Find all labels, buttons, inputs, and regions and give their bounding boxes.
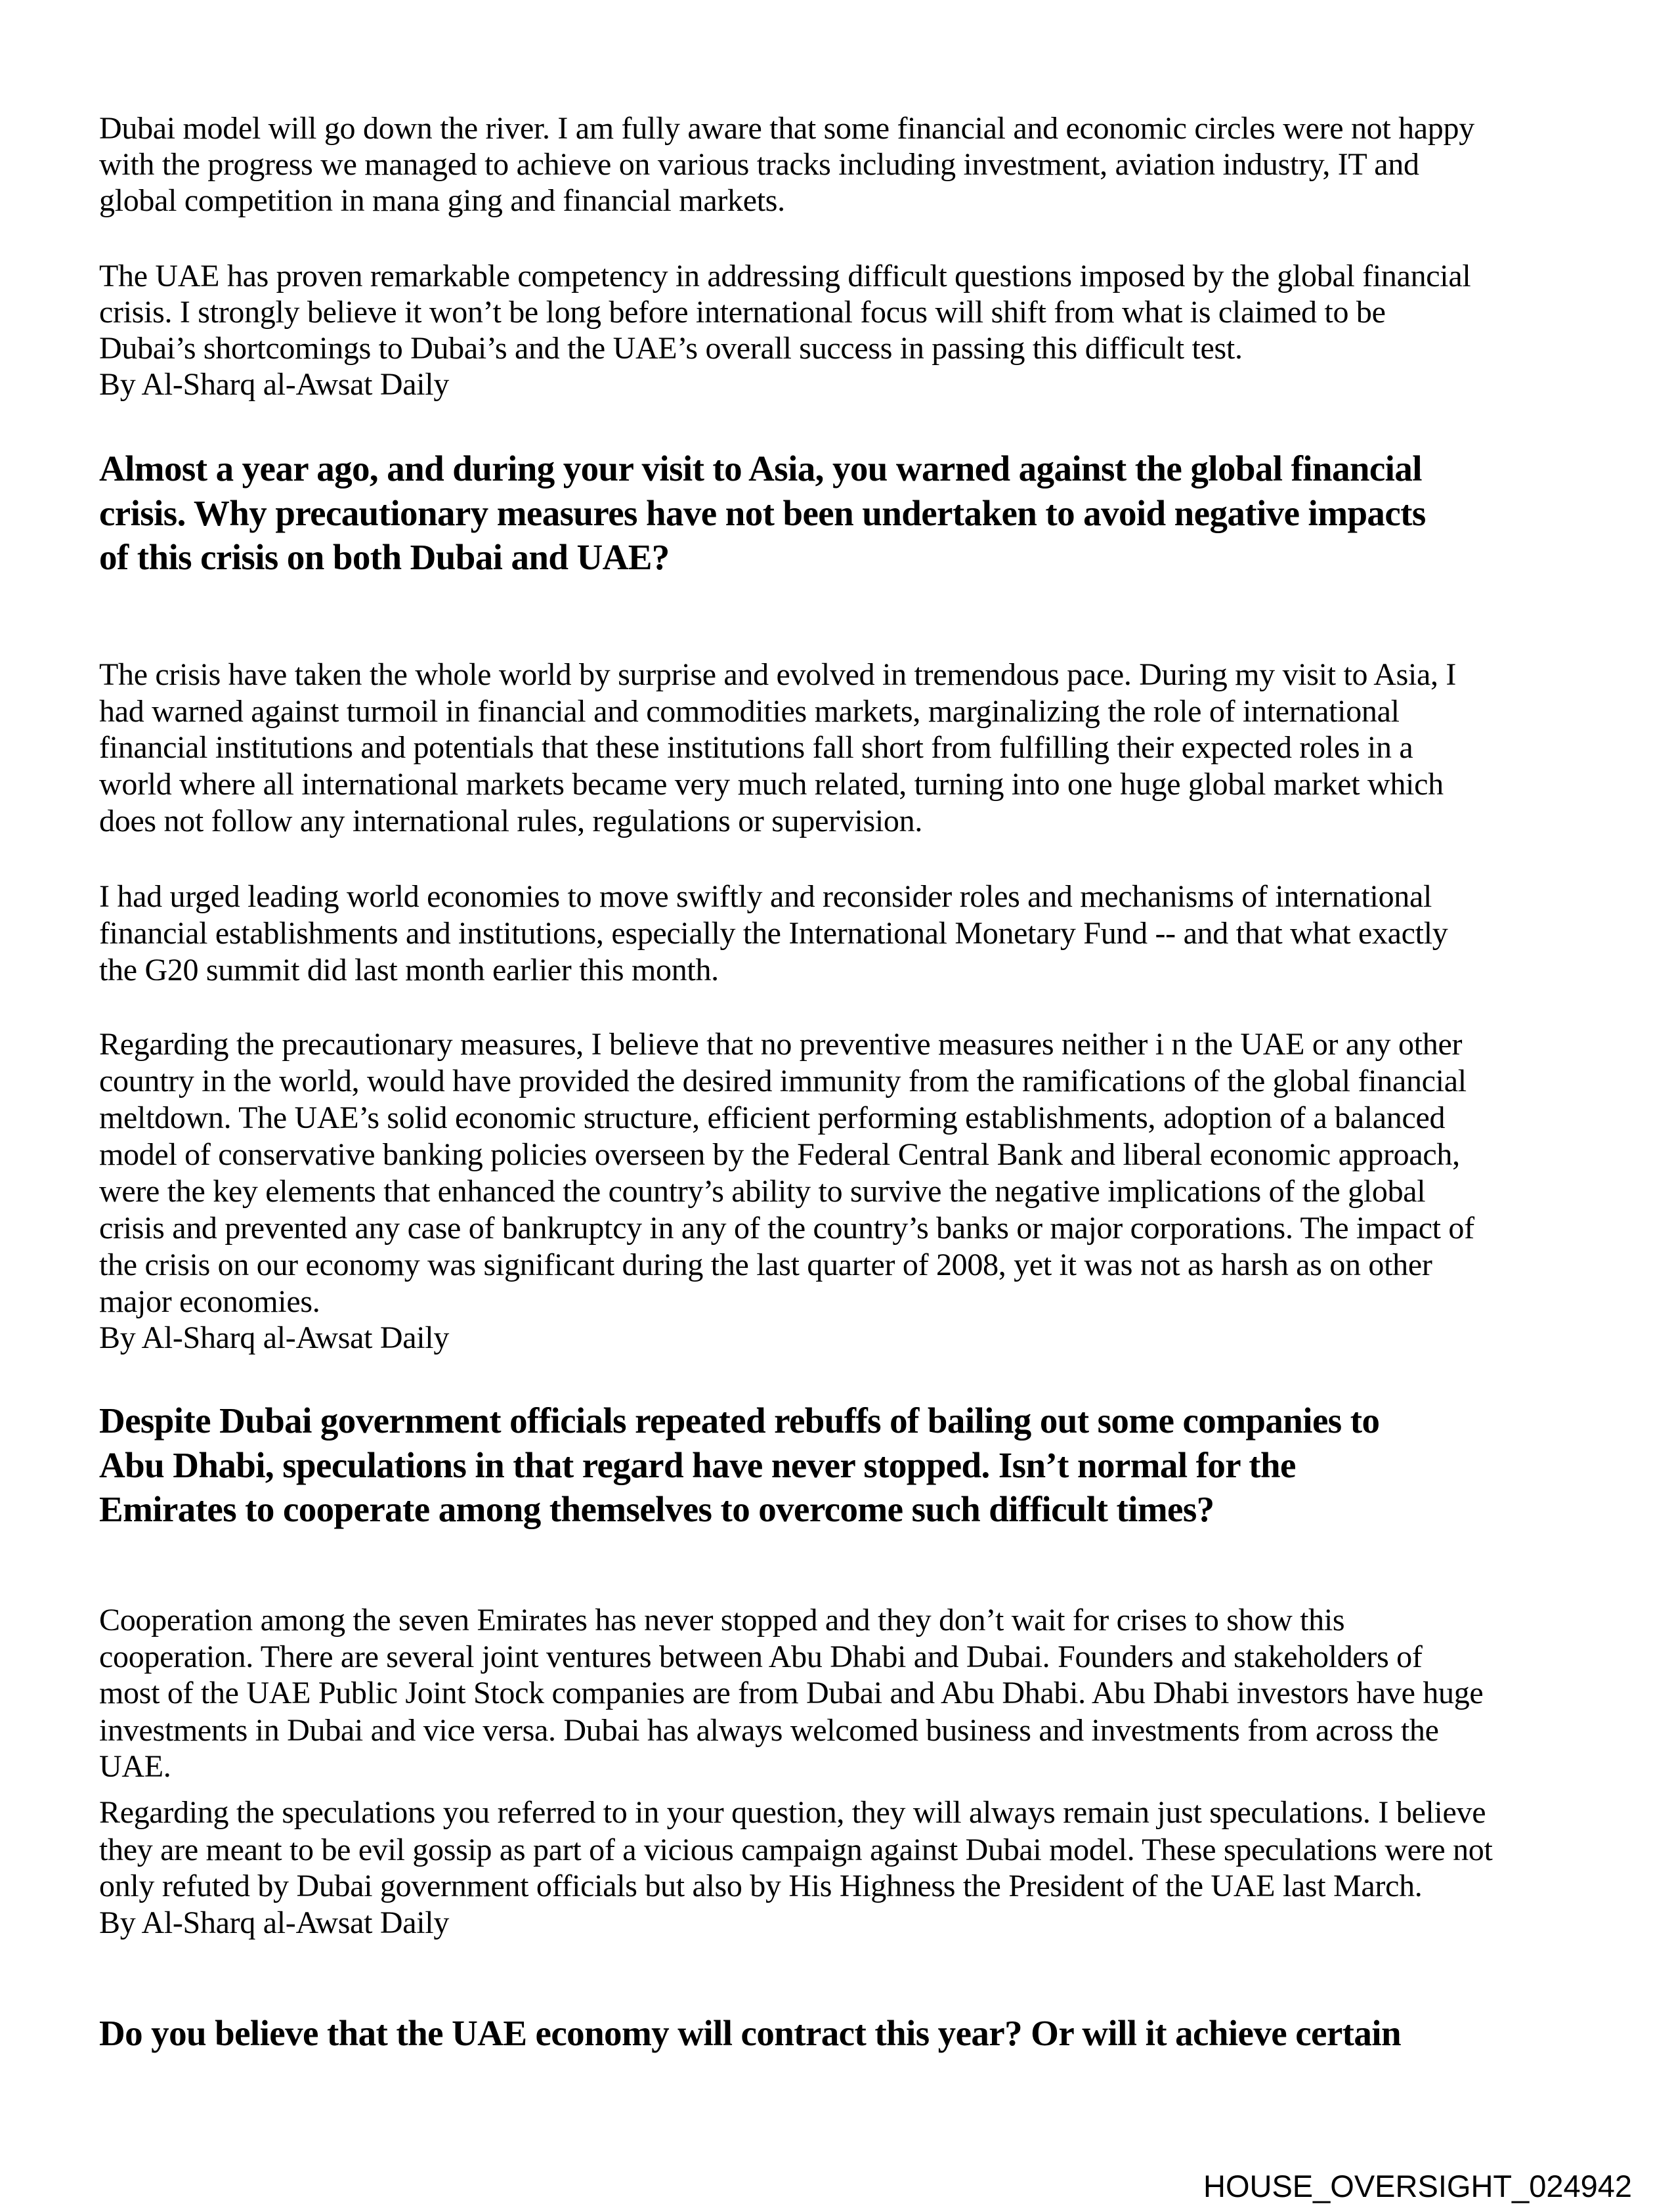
text-line: had warned against turmoil in financial and commodities markets, marginalizing the role of international: [99, 694, 1400, 729]
text-line: most of the UAE Public Joint Stock companies are from Dubai and Abu Dhabi. Abu Dhabi investors have huge: [99, 1676, 1484, 1710]
text-line: Cooperation among the seven Emirates has never stopped and they don’t wait for crises to show this: [99, 1603, 1345, 1637]
heading-line: Abu Dhabi, speculations in that regard have never stopped. Isn’t normal for the: [99, 1445, 1296, 1485]
text-line: meltdown. The UAE’s solid economic structure, efficient performing establishments, adoption of a balanced: [99, 1100, 1446, 1135]
text-line: financial institutions and potentials that these institutions fall short from fulfilling their expected roles in a: [99, 730, 1413, 765]
text-line: only refuted by Dubai government officials but also by His Highness the President of the UAE last March.: [99, 1869, 1423, 1903]
heading-line: Despite Dubai government officials repeated rebuffs of bailing out some companies to: [99, 1400, 1380, 1441]
byline: By Al-Sharq al-Awsat Daily: [99, 367, 450, 402]
heading-line: Almost a year ago, and during your visit to Asia, you warned against the global financial: [99, 448, 1422, 488]
text-line: does not follow any international rules, regulations or supervision.: [99, 804, 923, 838]
text-line: major economies.: [99, 1284, 320, 1319]
text-line: Dubai’s shortcomings to Dubai’s and the UAE’s overall success in passing this difficult test.: [99, 331, 1243, 366]
text-line: the crisis on our economy was significant during the last quarter of 2008, yet it was not as harsh as on other: [99, 1247, 1432, 1282]
text-line: investments in Dubai and vice versa. Dubai has always welcomed business and investments from across the: [99, 1713, 1439, 1748]
text-line: were the key elements that enhanced the country’s ability to survive the negative implications of the global: [99, 1174, 1426, 1209]
text-line: Regarding the speculations you referred to in your question, they will always remain just speculations. I believe: [99, 1795, 1486, 1830]
byline: By Al-Sharq al-Awsat Daily: [99, 1320, 450, 1355]
byline: By Al-Sharq al-Awsat Daily: [99, 1905, 450, 1940]
text-line: Regarding the precautionary measures, I believe that no preventive measures neither i n the UAE or any other: [99, 1027, 1463, 1062]
text-line: the G20 summit did last month earlier this month.: [99, 953, 719, 987]
heading-line: crisis. Why precautionary measures have not been undertaken to avoid negative impacts: [99, 493, 1426, 533]
text-line: world where all international markets became very much related, turning into one huge global market which: [99, 767, 1444, 802]
text-line: with the progress we managed to achieve on various tracks including investment, aviation industry, IT and: [99, 147, 1419, 182]
heading-line: Do you believe that the UAE economy will contract this year? Or will it achieve certain: [99, 2013, 1401, 2053]
text-line: model of conservative banking policies overseen by the Federal Central Bank and liberal economic approach,: [99, 1137, 1460, 1172]
text-line: I had urged leading world economies to move swiftly and reconsider roles and mechanisms of international: [99, 879, 1432, 914]
heading-line: Emirates to cooperate among themselves to overcome such difficult times?: [99, 1489, 1214, 1529]
text-line: crisis. I strongly believe it won’t be long before international focus will shift from what is claimed to be: [99, 295, 1386, 330]
text-line: Dubai model will go down the river. I am fully aware that some financial and economic circles were not happy: [99, 111, 1474, 146]
bates-number: HOUSE_OVERSIGHT_024942: [1203, 2169, 1633, 2203]
heading-line: of this crisis on both Dubai and UAE?: [99, 537, 670, 577]
text-line: they are meant to be evil gossip as part of a vicious campaign against Dubai model. These speculations were not: [99, 1832, 1493, 1867]
text-line: UAE.: [99, 1749, 171, 1784]
text-line: country in the world, would have provided the desired immunity from the ramifications of the global financial: [99, 1064, 1467, 1098]
text-line: cooperation. There are several joint ventures between Abu Dhabi and Dubai. Founders and stakeholders of: [99, 1639, 1423, 1674]
text-line: crisis and prevented any case of bankruptcy in any of the country’s banks or major corporations. The impact of: [99, 1211, 1474, 1246]
text-line: The crisis have taken the whole world by surprise and evolved in tremendous pace. During my visit to Asia, I: [99, 657, 1457, 692]
text-line: The UAE has proven remarkable competency in addressing difficult questions imposed by the global financial: [99, 259, 1471, 293]
text-line: global competition in mana ging and financial markets.: [99, 183, 785, 218]
text-line: financial establishments and institutions, especially the International Monetary Fund -- and that what exactly: [99, 916, 1448, 951]
